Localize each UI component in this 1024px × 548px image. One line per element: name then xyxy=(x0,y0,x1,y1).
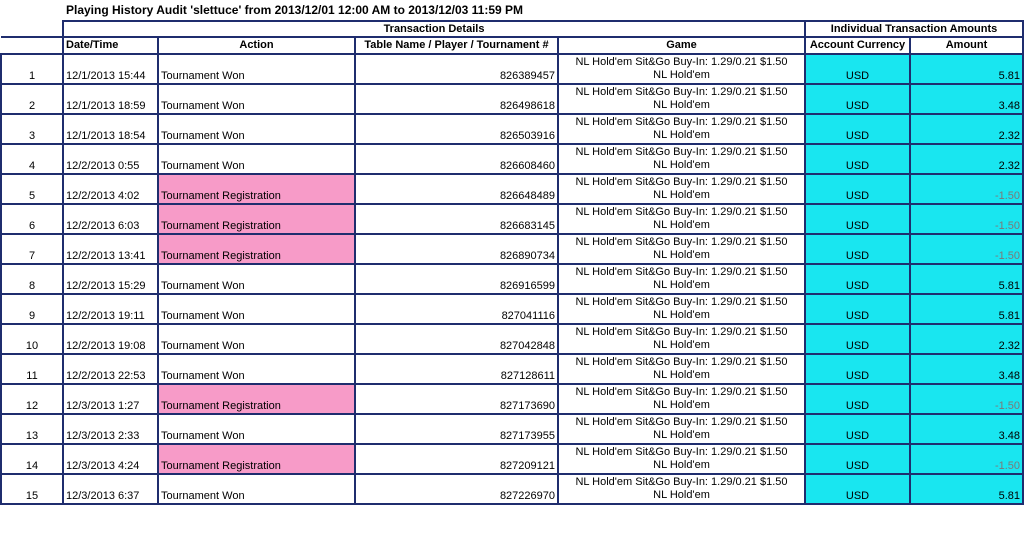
action-cell: Tournament Won xyxy=(158,414,355,444)
currency-cell: USD xyxy=(805,234,910,264)
amount-cell: 5.81 xyxy=(910,264,1023,294)
currency-cell: USD xyxy=(805,174,910,204)
blank-cell xyxy=(1,21,63,37)
game-line-1: NL Hold'em Sit&Go Buy-In: 1.29/0.21 $1.50 xyxy=(575,146,788,158)
table-row xyxy=(1,84,1023,114)
row-number: 7 xyxy=(1,234,63,264)
row-number: 6 xyxy=(1,204,63,234)
table-row xyxy=(1,234,1023,264)
game-line-1: NL Hold'em Sit&Go Buy-In: 1.29/0.21 $1.50 xyxy=(575,176,788,188)
amount-cell: 3.48 xyxy=(910,84,1023,114)
action-cell: Tournament Won xyxy=(158,84,355,114)
currency-cell: USD xyxy=(805,384,910,414)
column-header-row xyxy=(1,37,1023,54)
game-cell xyxy=(558,474,805,504)
action-column-header: Action xyxy=(158,37,355,54)
datetime-cell: 12/1/2013 18:59 xyxy=(63,84,158,114)
table-row xyxy=(1,444,1023,474)
action-cell: Tournament Won xyxy=(158,114,355,144)
game-line-1: NL Hold'em Sit&Go Buy-In: 1.29/0.21 $1.50 xyxy=(575,416,788,428)
amount-cell: 3.48 xyxy=(910,414,1023,444)
game-line-2: NL Hold'em xyxy=(653,99,710,111)
action-cell: Tournament Won xyxy=(158,144,355,174)
game-line-2: NL Hold'em xyxy=(653,189,710,201)
game-line-1: NL Hold'em Sit&Go Buy-In: 1.29/0.21 $1.50 xyxy=(575,236,788,248)
row-number: 9 xyxy=(1,294,63,324)
table-row xyxy=(1,414,1023,444)
game-cell xyxy=(558,264,805,294)
table-row xyxy=(1,264,1023,294)
row-number: 3 xyxy=(1,114,63,144)
game-line-1: NL Hold'em Sit&Go Buy-In: 1.29/0.21 $1.50 xyxy=(575,266,788,278)
action-cell: Tournament Registration xyxy=(158,174,355,204)
audit-table xyxy=(0,20,1024,505)
datetime-column-header: Date/Time xyxy=(63,37,158,54)
game-cell xyxy=(558,414,805,444)
game-line-2: NL Hold'em xyxy=(653,399,710,411)
game-line-1: NL Hold'em Sit&Go Buy-In: 1.29/0.21 $1.50 xyxy=(575,386,788,398)
game-cell xyxy=(558,354,805,384)
game-line-2: NL Hold'em xyxy=(653,429,710,441)
action-cell: Tournament Won xyxy=(158,54,355,84)
game-line-2: NL Hold'em xyxy=(653,219,710,231)
game-line-1: NL Hold'em Sit&Go Buy-In: 1.29/0.21 $1.50 xyxy=(575,476,788,488)
tournament-number-cell: 826648489 xyxy=(355,174,558,204)
datetime-cell: 12/1/2013 18:54 xyxy=(63,114,158,144)
action-cell: Tournament Won xyxy=(158,354,355,384)
game-line-1: NL Hold'em Sit&Go Buy-In: 1.29/0.21 $1.50 xyxy=(575,116,788,128)
amount-cell: 2.32 xyxy=(910,114,1023,144)
game-cell xyxy=(558,384,805,414)
action-cell: Tournament Won xyxy=(158,474,355,504)
currency-cell: USD xyxy=(805,444,910,474)
row-number: 13 xyxy=(1,414,63,444)
amount-cell: 5.81 xyxy=(910,294,1023,324)
game-line-2: NL Hold'em xyxy=(653,249,710,261)
currency-cell: USD xyxy=(805,414,910,444)
currency-cell: USD xyxy=(805,324,910,354)
datetime-cell: 12/2/2013 22:53 xyxy=(63,354,158,384)
row-number: 8 xyxy=(1,264,63,294)
action-cell: Tournament Won xyxy=(158,324,355,354)
game-line-1: NL Hold'em Sit&Go Buy-In: 1.29/0.21 $1.50 xyxy=(575,356,788,368)
game-cell xyxy=(558,204,805,234)
table-row xyxy=(1,354,1023,384)
tournament-number-cell: 827173955 xyxy=(355,414,558,444)
row-number: 5 xyxy=(1,174,63,204)
rownum-header xyxy=(1,37,63,54)
table-row xyxy=(1,294,1023,324)
currency-cell: USD xyxy=(805,264,910,294)
datetime-cell: 12/3/2013 4:24 xyxy=(63,444,158,474)
currency-cell: USD xyxy=(805,84,910,114)
row-number: 14 xyxy=(1,444,63,474)
table-column-header: Table Name / Player / Tournament # xyxy=(355,37,558,54)
game-cell xyxy=(558,54,805,84)
tournament-number-cell: 826498618 xyxy=(355,84,558,114)
datetime-cell: 12/2/2013 19:08 xyxy=(63,324,158,354)
amount-cell: -1.50 xyxy=(910,384,1023,414)
row-number: 4 xyxy=(1,144,63,174)
tournament-number-cell: 826890734 xyxy=(355,234,558,264)
table-row xyxy=(1,54,1023,84)
tournament-number-cell: 827209121 xyxy=(355,444,558,474)
action-cell: Tournament Registration xyxy=(158,204,355,234)
game-cell xyxy=(558,444,805,474)
row-number: 11 xyxy=(1,354,63,384)
amount-cell: -1.50 xyxy=(910,444,1023,474)
tournament-number-cell: 827173690 xyxy=(355,384,558,414)
table-row xyxy=(1,384,1023,414)
game-cell xyxy=(558,114,805,144)
currency-cell: USD xyxy=(805,144,910,174)
datetime-cell: 12/2/2013 6:03 xyxy=(63,204,158,234)
game-line-2: NL Hold'em xyxy=(653,459,710,471)
game-line-1: NL Hold'em Sit&Go Buy-In: 1.29/0.21 $1.50 xyxy=(575,206,788,218)
datetime-cell: 12/2/2013 13:41 xyxy=(63,234,158,264)
game-line-1: NL Hold'em Sit&Go Buy-In: 1.29/0.21 $1.50 xyxy=(575,446,788,458)
game-line-1: NL Hold'em Sit&Go Buy-In: 1.29/0.21 $1.50 xyxy=(575,56,788,68)
game-cell xyxy=(558,324,805,354)
row-number: 10 xyxy=(1,324,63,354)
tournament-number-cell: 827128611 xyxy=(355,354,558,384)
individual-amounts-header: Individual Transaction Amounts xyxy=(805,21,1023,37)
currency-cell: USD xyxy=(805,474,910,504)
amount-column-header: Amount xyxy=(910,37,1023,54)
game-line-2: NL Hold'em xyxy=(653,279,710,291)
table-row xyxy=(1,144,1023,174)
currency-column-header: Account Currency xyxy=(805,37,910,54)
group-header-row xyxy=(1,21,1023,37)
game-cell xyxy=(558,234,805,264)
game-cell xyxy=(558,84,805,114)
game-column-header: Game xyxy=(558,37,805,54)
action-cell: Tournament Registration xyxy=(158,384,355,414)
transaction-details-header: Transaction Details xyxy=(63,21,805,37)
table-row xyxy=(1,204,1023,234)
action-cell: Tournament Registration xyxy=(158,444,355,474)
datetime-cell: 12/1/2013 15:44 xyxy=(63,54,158,84)
amount-cell: 3.48 xyxy=(910,354,1023,384)
action-cell: Tournament Won xyxy=(158,264,355,294)
amount-cell: -1.50 xyxy=(910,204,1023,234)
tournament-number-cell: 827226970 xyxy=(355,474,558,504)
game-line-2: NL Hold'em xyxy=(653,309,710,321)
game-line-2: NL Hold'em xyxy=(653,159,710,171)
game-line-1: NL Hold'em Sit&Go Buy-In: 1.29/0.21 $1.50 xyxy=(575,86,788,98)
game-line-2: NL Hold'em xyxy=(653,69,710,81)
datetime-cell: 12/2/2013 4:02 xyxy=(63,174,158,204)
datetime-cell: 12/3/2013 6:37 xyxy=(63,474,158,504)
currency-cell: USD xyxy=(805,54,910,84)
game-cell xyxy=(558,294,805,324)
game-cell xyxy=(558,174,805,204)
currency-cell: USD xyxy=(805,294,910,324)
amount-cell: 5.81 xyxy=(910,54,1023,84)
row-number: 1 xyxy=(1,54,63,84)
amount-cell: 2.32 xyxy=(910,324,1023,354)
report-title: Playing History Audit 'slettuce' from 2013/12/01 12:00 AM to 2013/12/03 11:59 PM xyxy=(66,3,524,17)
game-line-2: NL Hold'em xyxy=(653,129,710,141)
tournament-number-cell: 826683145 xyxy=(355,204,558,234)
datetime-cell: 12/2/2013 19:11 xyxy=(63,294,158,324)
game-line-2: NL Hold'em xyxy=(653,339,710,351)
amount-cell: 2.32 xyxy=(910,144,1023,174)
game-line-2: NL Hold'em xyxy=(653,489,710,501)
datetime-cell: 12/2/2013 15:29 xyxy=(63,264,158,294)
currency-cell: USD xyxy=(805,354,910,384)
table-row xyxy=(1,324,1023,354)
table-row xyxy=(1,474,1023,504)
amount-cell: -1.50 xyxy=(910,234,1023,264)
game-line-1: NL Hold'em Sit&Go Buy-In: 1.29/0.21 $1.50 xyxy=(575,296,788,308)
row-number: 15 xyxy=(1,474,63,504)
currency-cell: USD xyxy=(805,204,910,234)
game-line-2: NL Hold'em xyxy=(653,369,710,381)
tournament-number-cell: 826503916 xyxy=(355,114,558,144)
tournament-number-cell: 826608460 xyxy=(355,144,558,174)
tournament-number-cell: 826916599 xyxy=(355,264,558,294)
action-cell: Tournament Won xyxy=(158,294,355,324)
row-number: 2 xyxy=(1,84,63,114)
amount-cell: 5.81 xyxy=(910,474,1023,504)
game-cell xyxy=(558,144,805,174)
game-line-1: NL Hold'em Sit&Go Buy-In: 1.29/0.21 $1.50 xyxy=(575,326,788,338)
datetime-cell: 12/2/2013 0:55 xyxy=(63,144,158,174)
table-row xyxy=(1,114,1023,144)
datetime-cell: 12/3/2013 2:33 xyxy=(63,414,158,444)
amount-cell: -1.50 xyxy=(910,174,1023,204)
action-cell: Tournament Registration xyxy=(158,234,355,264)
tournament-number-cell: 827041116 xyxy=(355,294,558,324)
table-row xyxy=(1,174,1023,204)
tournament-number-cell: 827042848 xyxy=(355,324,558,354)
datetime-cell: 12/3/2013 1:27 xyxy=(63,384,158,414)
currency-cell: USD xyxy=(805,114,910,144)
tournament-number-cell: 826389457 xyxy=(355,54,558,84)
row-number: 12 xyxy=(1,384,63,414)
